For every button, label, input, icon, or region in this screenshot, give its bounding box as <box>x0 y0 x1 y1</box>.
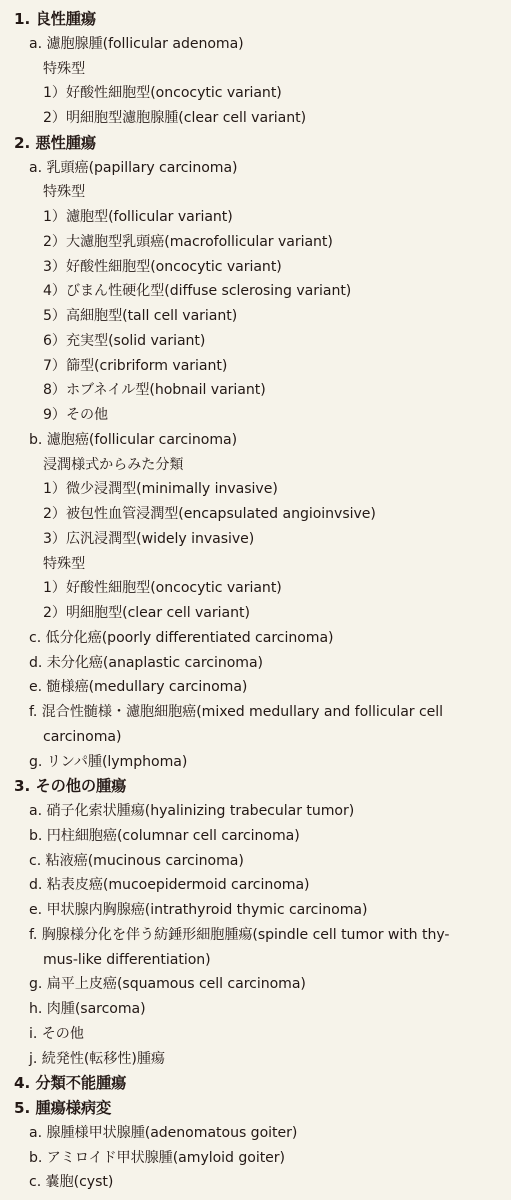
list-item: a. 乳頭癌(papillary carcinoma) <box>29 159 238 176</box>
list-item: 特殊型 <box>43 555 86 572</box>
list-item: 浸潤様式からみた分類 <box>43 456 184 473</box>
section-heading: 2. 悪性腫瘍 <box>14 133 97 152</box>
list-item: f. 混合性髄様・濾胞細胞癌(mixed medullary and follicular cell <box>29 704 444 720</box>
list-item: g. 扁平上皮癌(squamous cell carcinoma) <box>29 976 306 993</box>
list-item: 1）好酸性細胞型(oncocytic variant) <box>43 580 282 597</box>
list-item: j. 続発性(転移性)腫瘍 <box>29 1050 165 1067</box>
list-item: 1）好酸性細胞型(oncocytic variant) <box>43 85 282 102</box>
list-item: 3）広汎浸潤型(widely invasive) <box>43 530 255 547</box>
section-heading: 3. その他の腫瘍 <box>14 777 127 796</box>
list-item: b. アミロイド甲状腺腫(amyloid goiter) <box>29 1149 285 1166</box>
list-item: 特殊型 <box>43 60 86 77</box>
list-item: 3）好酸性細胞型(oncocytic variant) <box>43 258 282 275</box>
list-item: 7）篩型(cribriform variant) <box>43 357 228 374</box>
list-item: 2）大濾胞型乳頭癌(macrofollicular variant) <box>43 233 333 250</box>
section-heading: 5. 腫瘍様病変 <box>14 1099 112 1117</box>
list-item: f. 胸腺様分化を伴う紡錘形細胞腫瘍(spindle cell tumor with thy- <box>29 926 450 943</box>
list-item: c. 低分化癌(poorly differentiated carcinoma) <box>29 629 334 646</box>
section-heading: 4. 分類不能腫瘍 <box>14 1074 127 1093</box>
list-item: e. 髄様癌(medullary carcinoma) <box>29 679 248 696</box>
section-heading: 1. 良性腫瘍 <box>14 10 97 28</box>
list-item: a. 腺腫様甲状腺腫(adenomatous goiter) <box>29 1124 298 1141</box>
list-item: 6）充実型(solid variant) <box>43 332 206 349</box>
list-item: c. 粘液癌(mucinous carcinoma) <box>29 852 244 869</box>
list-item: 9）その他 <box>43 407 109 423</box>
list-item: 5）高細胞型(tall cell variant) <box>43 308 238 324</box>
list-item: 2）明細胞型濾胞腺腫(clear cell variant) <box>43 110 307 126</box>
list-item: 8）ホブネイル型(hobnail variant) <box>43 382 266 399</box>
list-item: d. 粘表皮癌(mucoepidermoid carcinoma) <box>29 877 310 894</box>
list-item: a. 硝子化索状腫瘍(hyalinizing trabecular tumor) <box>29 803 355 819</box>
list-item: i. その他 <box>29 1025 84 1042</box>
list-item: mus-like differentiation) <box>43 951 211 968</box>
list-item: d. 未分化癌(anaplastic carcinoma) <box>29 654 264 671</box>
list-item: 特殊型 <box>43 184 86 201</box>
list-item: h. 肉腫(sarcoma) <box>29 1001 146 1017</box>
list-item: g. リンパ腫(lymphoma) <box>29 753 188 770</box>
list-item: a. 濾胞腺腫(follicular adenoma) <box>29 35 244 52</box>
list-item: 2）被包性血管浸潤型(encapsulated angioinvsive) <box>43 506 376 522</box>
list-item: b. 円柱細胞癌(columnar cell carcinoma) <box>29 827 300 844</box>
list-item: 2）明細胞型(clear cell variant) <box>43 605 250 621</box>
list-item: c. 嚢胞(cyst) <box>29 1174 114 1191</box>
list-item: b. 濾胞癌(follicular carcinoma) <box>29 431 238 448</box>
list-item: e. 甲状腺内胸腺癌(intrathyroid thymic carcinoma) <box>29 902 368 918</box>
list-item: 1）微少浸潤型(minimally invasive) <box>43 481 278 498</box>
list-item: carcinoma) <box>43 728 122 745</box>
list-item: 1）濾胞型(follicular variant) <box>43 209 233 225</box>
list-item: 4）びまん性硬化型(diffuse sclerosing variant) <box>43 283 352 300</box>
